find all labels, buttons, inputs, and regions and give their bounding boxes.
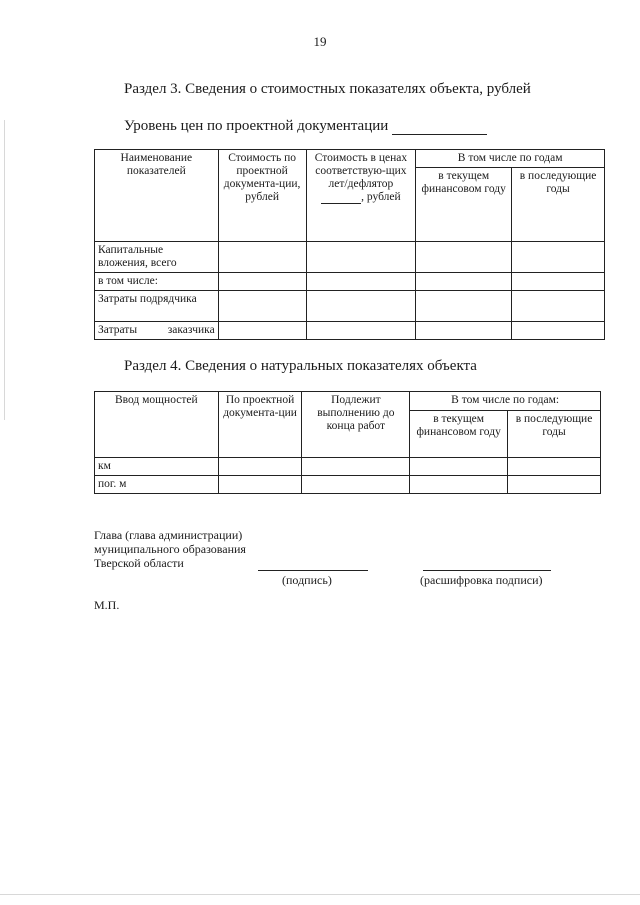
header-by-years: В том числе по годам: [410, 392, 601, 411]
header-cost-prices [306, 150, 416, 242]
table-row [95, 273, 605, 291]
table-cell [306, 291, 416, 322]
table-cell [508, 476, 601, 494]
signature-decode-line [423, 570, 551, 571]
table-cell [218, 476, 302, 494]
price-level-line [124, 118, 487, 135]
header-cost-prices-text: Стоимость в ценах соответствую-щих лет/дефлятор [314, 152, 408, 190]
header-by-project: По проектной документа-ции [218, 392, 302, 458]
header-name: Наименование показателей [95, 150, 219, 242]
table-cell [218, 322, 306, 340]
table-row [95, 322, 605, 340]
table-cell [306, 242, 416, 273]
table-cell [410, 476, 508, 494]
natural-indicators-table [94, 391, 601, 494]
row-label: Затраты подрядчика [95, 291, 219, 322]
page-number: 19 [313, 34, 327, 49]
signature-line [258, 570, 368, 571]
table-row [95, 291, 605, 322]
table-cell [508, 458, 601, 476]
row-label: км [95, 458, 219, 476]
header-capacity: Ввод мощностей [95, 392, 219, 458]
table-row [95, 458, 601, 476]
scan-edge-left [4, 120, 5, 420]
table-cell [512, 242, 605, 273]
row-label: в том числе: [95, 273, 219, 291]
row-label: Капитальные вложения, всего [95, 242, 219, 273]
table-cell [416, 273, 512, 291]
section-3-title: Раздел 3. Сведения о стоимостных показателях объекта, рублей [124, 81, 531, 97]
stamp-label: М.П. [94, 598, 120, 612]
table-cell [218, 242, 306, 273]
header-cost-project: Стоимость по проектной документа-ции, рублей [218, 150, 306, 242]
header-cost-prices-unit: , рублей [361, 191, 401, 203]
table-cell [302, 458, 410, 476]
table-cell [416, 291, 512, 322]
table-cell [410, 458, 508, 476]
signature-line-3: Тверской области [94, 556, 184, 570]
signature-caption: (подпись) [282, 573, 332, 587]
table-cell [218, 458, 302, 476]
scan-edge-bottom [0, 894, 640, 895]
table-cell [512, 322, 605, 340]
table-row [95, 242, 605, 273]
table-cell [306, 322, 416, 340]
table-row [95, 476, 601, 494]
price-level-blank [392, 119, 487, 135]
table-cell [416, 242, 512, 273]
header-by-years: В том числе по годам [416, 150, 605, 168]
header-current-year: в текущем финансовом году [416, 168, 512, 242]
price-level-label: Уровень цен по проектной документации [124, 118, 389, 134]
table-cell [218, 273, 306, 291]
table-cell [306, 273, 416, 291]
table-cell [512, 291, 605, 322]
row-label: Затраты заказчика [95, 322, 219, 340]
header-to-complete: Подлежит выполнению до конца работ [302, 392, 410, 458]
signature-decode-caption: (расшифровка подписи) [420, 573, 543, 587]
table-cell [302, 476, 410, 494]
row-label: пог. м [95, 476, 219, 494]
section-4-title: Раздел 4. Сведения о натуральных показателях объекта [124, 358, 477, 374]
header-current-year: в текущем финансовом году [410, 411, 508, 458]
table-cell [218, 291, 306, 322]
signature-title-block [94, 528, 246, 570]
header-next-years: в последующие годы [512, 168, 605, 242]
cost-indicators-table [94, 149, 605, 340]
table-cell [512, 273, 605, 291]
deflator-blank [321, 192, 361, 204]
signature-line-1: Глава (глава администрации) [94, 528, 243, 542]
table-cell [416, 322, 512, 340]
signature-line-2: муниципального образования [94, 542, 246, 556]
header-next-years: в последующие годы [508, 411, 601, 458]
